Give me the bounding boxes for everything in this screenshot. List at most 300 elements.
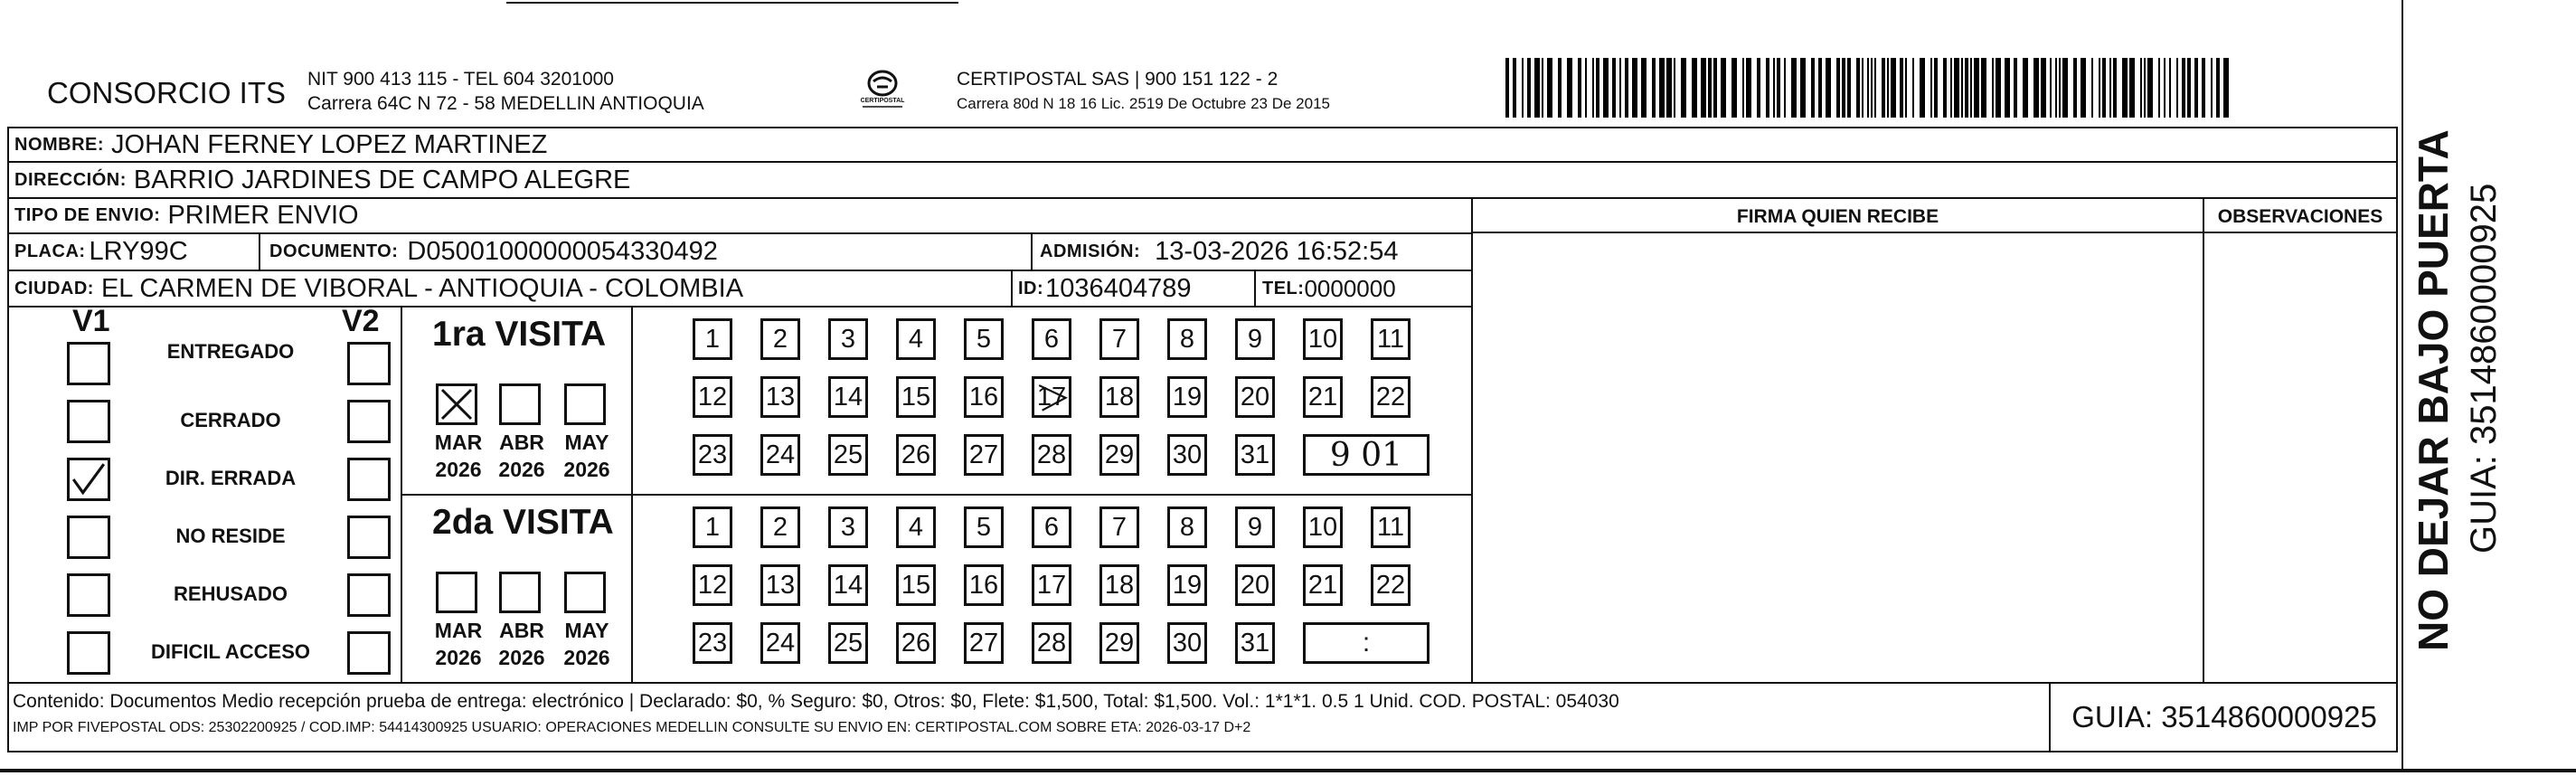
- day-cell[interactable]: [1303, 506, 1343, 548]
- v1-checkbox[interactable]: [67, 631, 110, 675]
- barcode-bar: [1856, 58, 1860, 118]
- id-row: [1018, 272, 1191, 305]
- day-cell[interactable]: [1167, 376, 1207, 418]
- v1-checkbox[interactable]: [67, 400, 110, 443]
- day-cell[interactable]: [1303, 376, 1343, 418]
- day-cell[interactable]: [1032, 318, 1071, 360]
- v2-label: V2: [342, 304, 380, 338]
- v2-checkbox[interactable]: [347, 516, 391, 559]
- nombre-row: [14, 129, 547, 160]
- day-number: 18: [1104, 382, 1135, 412]
- company-line-1: NIT 900 413 115 - TEL 604 3201000: [307, 69, 614, 90]
- day-number: 24: [765, 440, 796, 469]
- day-cell[interactable]: [693, 564, 732, 606]
- barcode-bar: [1930, 58, 1932, 118]
- barcode-bar: [2041, 58, 2046, 118]
- tel-row: [1262, 272, 1396, 305]
- company-line-2: Carrera 64C N 72 - 58 MEDELLIN ANTIOQUIA: [307, 93, 704, 114]
- barcode-bar: [2005, 58, 2010, 118]
- v2-checkbox[interactable]: [347, 631, 391, 675]
- year-label: 2026: [498, 458, 545, 481]
- right-edge-line: [2401, 0, 2403, 769]
- day-number: 15: [901, 570, 931, 600]
- day-number: 6: [1043, 512, 1060, 542]
- day-number: 27: [968, 440, 999, 469]
- barcode-bar: [1746, 58, 1751, 118]
- day-cell[interactable]: [896, 564, 936, 606]
- id-label: ID:: [1018, 278, 1044, 298]
- barcode-bar: [1882, 58, 1885, 118]
- day-number: 23: [697, 440, 728, 469]
- day-number: 10: [1307, 512, 1338, 542]
- month-checkbox[interactable]: [564, 383, 606, 425]
- day-number: 17: [1036, 382, 1067, 412]
- barcode-bar: [1674, 58, 1675, 118]
- v1-checkbox[interactable]: [67, 516, 110, 559]
- day-number: 5: [976, 324, 992, 354]
- barcode-bar: [1954, 58, 1959, 118]
- day-number: 20: [1240, 382, 1270, 412]
- bottom-edge-line: [0, 769, 2576, 772]
- barcode-bar: [2216, 58, 2220, 118]
- day-cell[interactable]: [896, 506, 936, 548]
- day-cell[interactable]: [896, 318, 936, 360]
- day-number: 9: [1247, 512, 1263, 542]
- day-cell[interactable]: [964, 318, 1004, 360]
- barcode-bar: [1505, 58, 1509, 118]
- tel-label: TEL:: [1262, 278, 1305, 298]
- placa-label: PLACA:: [14, 241, 86, 261]
- barcode-bar: [2014, 58, 2017, 118]
- top-edge-line: [506, 2, 958, 4]
- day-cell[interactable]: [1167, 434, 1207, 476]
- barcode-bar: [1800, 58, 1806, 118]
- month-checkbox[interactable]: [564, 572, 606, 613]
- barcode-bar: [2158, 58, 2160, 118]
- day-cell[interactable]: [693, 376, 732, 418]
- barcode-bar: [1981, 58, 1986, 118]
- day-cell[interactable]: [1371, 506, 1411, 548]
- tipo-envio-label: TIPO DE ENVIO:: [14, 205, 161, 225]
- barcode-bar: [2102, 58, 2106, 118]
- year-label: 2026: [435, 646, 482, 669]
- day-number: 19: [1172, 382, 1203, 412]
- barcode-bar: [2081, 58, 2086, 118]
- day-cell[interactable]: [828, 622, 868, 664]
- barcode-bar: [1721, 58, 1726, 118]
- barcode-bar: [2073, 58, 2077, 118]
- barcode-bar: [2033, 58, 2039, 118]
- day-number: 14: [833, 570, 863, 600]
- day-cell[interactable]: [1099, 622, 1139, 664]
- day-number: 26: [901, 628, 931, 658]
- day-cell[interactable]: [760, 506, 800, 548]
- v1-checkbox[interactable]: [67, 458, 110, 501]
- barcode-bar: [2182, 58, 2185, 118]
- day-cell[interactable]: [1032, 376, 1071, 418]
- month-label: MAY: [564, 431, 609, 454]
- divider: [9, 161, 2396, 163]
- nombre-value: JOHAN FERNEY LOPEZ MARTINEZ: [111, 129, 548, 159]
- day-cell[interactable]: [1235, 434, 1275, 476]
- direccion-value: BARRIO JARDINES DE CAMPO ALEGRE: [133, 165, 631, 194]
- day-number: 24: [765, 628, 796, 658]
- barcode-bar: [2147, 58, 2153, 118]
- tipo-envio-value: PRIMER ENVIO: [167, 201, 359, 230]
- divider: [2203, 197, 2204, 682]
- nombre-label: NOMBRE:: [14, 134, 105, 155]
- barcode-bar: [1900, 58, 1903, 118]
- day-cell[interactable]: [964, 622, 1004, 664]
- day-cell[interactable]: [1235, 318, 1275, 360]
- id-value: 1036404789: [1045, 273, 1192, 303]
- divider: [1471, 232, 2396, 233]
- v2-checkbox[interactable]: [347, 400, 391, 443]
- day-number: 5: [976, 512, 992, 542]
- barcode-bar: [1970, 58, 1972, 118]
- status-label: ENTREGADO: [166, 340, 295, 363]
- barcode-bar: [1784, 58, 1786, 118]
- barcode-bar: [1887, 58, 1889, 118]
- barcode-bar: [1558, 58, 1562, 118]
- divider: [9, 270, 1471, 271]
- barcode-bar: [1585, 58, 1587, 118]
- barcode-bar: [2050, 58, 2052, 118]
- day-number: 13: [765, 382, 796, 412]
- day-cell[interactable]: [1303, 318, 1343, 360]
- footer-line-1: Contenido: Documentos Medio recepción prueba de entrega: electrónico | Declarado: $0, % Seguro: $0, Otros: $0, Flete: $1,500, Total: $1,500. Vol.: 1*1*1. 0.5 1 Unid. COD. POSTAL: 054030: [13, 691, 1619, 712]
- month-label: ABR: [499, 619, 544, 642]
- status-label: CERRADO: [180, 409, 281, 431]
- barcode-bar: [2122, 58, 2128, 118]
- company-name: CONSORCIO ITS: [47, 76, 287, 109]
- day-number: 21: [1307, 382, 1338, 412]
- barcode-bar: [1692, 58, 1697, 118]
- placa-row: [14, 235, 188, 268]
- status-label: DIR. ERRADA: [165, 467, 297, 489]
- barcode-bar: [1527, 58, 1531, 118]
- day-cell[interactable]: [1032, 564, 1071, 606]
- day-number: 6: [1043, 324, 1060, 354]
- tipo-envio-row: [14, 200, 359, 232]
- day-number: 31: [1240, 440, 1270, 469]
- barcode-bar: [1731, 58, 1737, 118]
- tel-value: 0000000: [1304, 274, 1396, 302]
- barcode-bar: [2194, 58, 2198, 118]
- day-cell[interactable]: [828, 376, 868, 418]
- divider: [1011, 270, 1013, 307]
- barcode-bar: [2062, 58, 2068, 118]
- day-number: 12: [697, 570, 728, 600]
- status-label: DIFICIL ACCESO: [150, 640, 310, 663]
- barcode-bar: [1625, 58, 1628, 118]
- day-number: 16: [968, 570, 999, 600]
- day-cell[interactable]: [1235, 564, 1275, 606]
- barcode-bar: [1920, 58, 1925, 118]
- side-guia: GUIA: 3514860000925: [2464, 183, 2504, 554]
- status-label: REHUSADO: [174, 582, 288, 605]
- day-cell[interactable]: [1235, 506, 1275, 548]
- time-box[interactable]: [1303, 622, 1430, 664]
- barcode-bar: [2202, 58, 2205, 118]
- day-number: 9: [1247, 324, 1263, 354]
- day-number: 2: [772, 512, 788, 542]
- barcode-bar: [1513, 58, 1516, 118]
- day-number: 1: [704, 512, 721, 542]
- day-cell[interactable]: [1167, 622, 1207, 664]
- barcode-bar: [2091, 58, 2093, 118]
- day-number: 25: [833, 628, 863, 658]
- day-cell[interactable]: [693, 506, 732, 548]
- day-number: 29: [1104, 628, 1135, 658]
- barcode-bar: [1681, 58, 1686, 118]
- barcode-bar: [2109, 58, 2111, 118]
- barcode-bar: [2023, 58, 2028, 118]
- day-cell[interactable]: [693, 318, 732, 360]
- day-cell[interactable]: [828, 318, 868, 360]
- day-number: 1: [704, 324, 721, 354]
- month-label: ABR: [499, 431, 544, 454]
- barcode-bar: [2223, 58, 2229, 118]
- day-number: 8: [1179, 512, 1195, 542]
- day-number: 16: [968, 382, 999, 412]
- v2-checkbox[interactable]: [347, 573, 391, 617]
- day-number: 29: [1104, 440, 1135, 469]
- admision-value: 13-03-2026 16:52:54: [1155, 236, 1399, 266]
- admision-row: [1040, 235, 1398, 268]
- day-cell[interactable]: [760, 564, 800, 606]
- barcode-bar: [1791, 58, 1797, 118]
- barcode-bar: [2164, 58, 2166, 118]
- day-cell[interactable]: [1099, 376, 1139, 418]
- day-number: 3: [840, 512, 856, 542]
- day-number: 28: [1036, 440, 1067, 469]
- day-cell[interactable]: [760, 434, 800, 476]
- month-label: MAR: [434, 619, 483, 642]
- barcode-bar: [1666, 58, 1672, 118]
- barcode-bar: [1996, 58, 2001, 118]
- barcode-bar: [1818, 58, 1822, 118]
- month-checkbox[interactable]: [499, 383, 541, 425]
- day-cell[interactable]: [896, 376, 936, 418]
- barcode-bar: [1867, 58, 1869, 118]
- day-number: 15: [901, 382, 931, 412]
- day-cell[interactable]: [1167, 318, 1207, 360]
- time-value: 9 01: [1329, 436, 1403, 474]
- direccion-label: DIRECCIÓN:: [14, 169, 127, 190]
- barcode-bar: [1766, 58, 1769, 118]
- v2-checkbox[interactable]: [347, 458, 391, 501]
- day-number: 13: [765, 570, 796, 600]
- day-cell[interactable]: [1371, 376, 1411, 418]
- day-number: 12: [697, 382, 728, 412]
- ciudad-label: CIUDAD:: [14, 278, 94, 298]
- day-cell[interactable]: [693, 434, 732, 476]
- barcode-bar: [1619, 58, 1621, 118]
- barcode-bar: [1862, 58, 1864, 118]
- day-number: 14: [833, 382, 863, 412]
- day-number: 4: [908, 324, 924, 354]
- day-cell[interactable]: [1303, 564, 1343, 606]
- barcode-bar: [1567, 58, 1572, 118]
- status-label: NO RESIDE: [175, 525, 286, 547]
- divider: [9, 197, 2396, 199]
- barcode-bar: [1596, 58, 1599, 118]
- day-number: 22: [1375, 382, 1406, 412]
- v1-label: V1: [72, 304, 110, 338]
- day-number: 25: [833, 440, 863, 469]
- barcode-bar: [1641, 58, 1647, 118]
- barcode-bar: [1777, 58, 1780, 118]
- direccion-row: [14, 164, 630, 196]
- barcode-bar: [1522, 58, 1524, 118]
- day-cell[interactable]: [828, 434, 868, 476]
- year-label: 2026: [563, 458, 610, 481]
- barcode-bar: [2099, 58, 2100, 118]
- barcode-bar: [1961, 58, 1963, 118]
- day-cell[interactable]: [1235, 376, 1275, 418]
- carrier-line-2: Carrera 80d N 18 16 Lic. 2519 De Octubre 23 De 2015: [957, 95, 1330, 112]
- barcode-bar: [1826, 58, 1831, 118]
- barcode-bar: [1950, 58, 1952, 118]
- day-cell[interactable]: [1099, 318, 1139, 360]
- day-cell[interactable]: [1167, 564, 1207, 606]
- v1-checkbox[interactable]: [67, 342, 110, 385]
- day-cell[interactable]: [896, 434, 936, 476]
- divider: [631, 306, 633, 682]
- barcode-bar: [1912, 58, 1914, 118]
- divider: [9, 306, 1471, 308]
- day-number: 3: [840, 324, 856, 354]
- v2-checkbox[interactable]: [347, 342, 391, 385]
- barcode-bar: [1965, 58, 1968, 118]
- divider: [259, 233, 260, 270]
- barcode-bar: [1891, 58, 1896, 118]
- logo-text: CERTIPOSTAL: [860, 98, 905, 104]
- day-cell[interactable]: [1235, 622, 1275, 664]
- firma-label: FIRMA QUIEN RECIBE: [1736, 206, 1939, 227]
- day-cell[interactable]: [964, 434, 1004, 476]
- barcode-bar: [1652, 58, 1656, 118]
- day-cell[interactable]: [1032, 506, 1071, 548]
- barcode-bar: [1847, 58, 1851, 118]
- barcode-bar: [1578, 58, 1581, 118]
- day-number: 31: [1240, 628, 1270, 658]
- year-label: 2026: [435, 458, 482, 481]
- day-number: 4: [908, 512, 924, 542]
- day-cell[interactable]: [1371, 564, 1411, 606]
- day-number: 7: [1111, 324, 1128, 354]
- day-cell[interactable]: [828, 564, 868, 606]
- day-number: 19: [1172, 570, 1203, 600]
- barcode-bar: [2144, 58, 2146, 118]
- time-value: :: [1362, 628, 1371, 658]
- barcode-bar: [1612, 58, 1616, 118]
- day-cell[interactable]: [1099, 434, 1139, 476]
- ciudad-row: [14, 272, 743, 305]
- barcode-bar: [1871, 58, 1873, 118]
- day-number: 23: [697, 628, 728, 658]
- year-label: 2026: [498, 646, 545, 669]
- documento-row: [269, 235, 718, 268]
- v1-checkbox[interactable]: [67, 573, 110, 617]
- day-number: 7: [1111, 512, 1128, 542]
- barcode-bar: [1934, 58, 1938, 118]
- day-cell[interactable]: [760, 622, 800, 664]
- day-cell[interactable]: [693, 622, 732, 664]
- barcode-bar: [1708, 58, 1712, 118]
- barcode-bar: [1905, 58, 1907, 118]
- day-cell[interactable]: [1167, 506, 1207, 548]
- barcode-bar: [2211, 58, 2213, 118]
- month-label: MAY: [564, 619, 609, 642]
- month-checkbox[interactable]: [499, 572, 541, 613]
- visit-title: 1ra VISITA: [432, 315, 607, 354]
- barcode-bar: [1542, 58, 1543, 118]
- documento-value: D05001000000054330492: [407, 236, 718, 266]
- day-cell[interactable]: [896, 622, 936, 664]
- day-cell[interactable]: [1099, 564, 1139, 606]
- day-mark-icon: [1034, 379, 1069, 415]
- day-cell[interactable]: [1032, 434, 1071, 476]
- barcode-bar: [2169, 58, 2171, 118]
- day-number: 30: [1172, 628, 1203, 658]
- barcode-bar: [1842, 58, 1845, 118]
- day-number: 11: [1376, 512, 1405, 542]
- barcode-bar: [1659, 58, 1665, 118]
- day-number: 22: [1375, 570, 1406, 600]
- year-label: 2026: [563, 646, 610, 669]
- month-checkbox[interactable]: [436, 383, 477, 425]
- divider: [401, 494, 1471, 496]
- day-number: 2: [772, 324, 788, 354]
- day-number: 28: [1036, 628, 1067, 658]
- day-number: 8: [1179, 324, 1195, 354]
- day-cell[interactable]: [828, 506, 868, 548]
- barcode-bar: [1547, 58, 1552, 118]
- barcode-bar: [1773, 58, 1775, 118]
- day-cell[interactable]: [1032, 622, 1071, 664]
- divider: [1254, 270, 1256, 307]
- carrier-line-1: CERTIPOSTAL SAS | 900 151 122 - 2: [957, 69, 1279, 90]
- divider: [9, 232, 1471, 234]
- day-cell[interactable]: [964, 564, 1004, 606]
- day-cell[interactable]: [964, 376, 1004, 418]
- day-number: 17: [1036, 570, 1067, 600]
- barcode-bar: [1592, 58, 1594, 118]
- month-checkbox[interactable]: [436, 572, 477, 613]
- day-cell[interactable]: [1099, 506, 1139, 548]
- visit-title: 2da VISITA: [432, 503, 614, 542]
- divider: [9, 682, 2396, 684]
- barcode-bar: [2176, 58, 2178, 118]
- day-cell[interactable]: [1371, 318, 1411, 360]
- barcode-bar: [1974, 58, 1979, 118]
- barcode-bar: [1534, 58, 1540, 118]
- barcode-bar: [1943, 58, 1947, 118]
- day-cell[interactable]: [964, 506, 1004, 548]
- day-number: 27: [968, 628, 999, 658]
- day-cell[interactable]: [760, 376, 800, 418]
- barcode-bar: [2055, 58, 2057, 118]
- observaciones-label: OBSERVACIONES: [2217, 206, 2383, 227]
- day-cell[interactable]: [760, 318, 800, 360]
- barcode-bar: [1836, 58, 1840, 118]
- admision-label: ADMISIÓN:: [1040, 241, 1141, 261]
- day-number: 30: [1172, 440, 1203, 469]
- time-box[interactable]: [1303, 434, 1430, 476]
- barcode-bar: [1713, 58, 1717, 118]
